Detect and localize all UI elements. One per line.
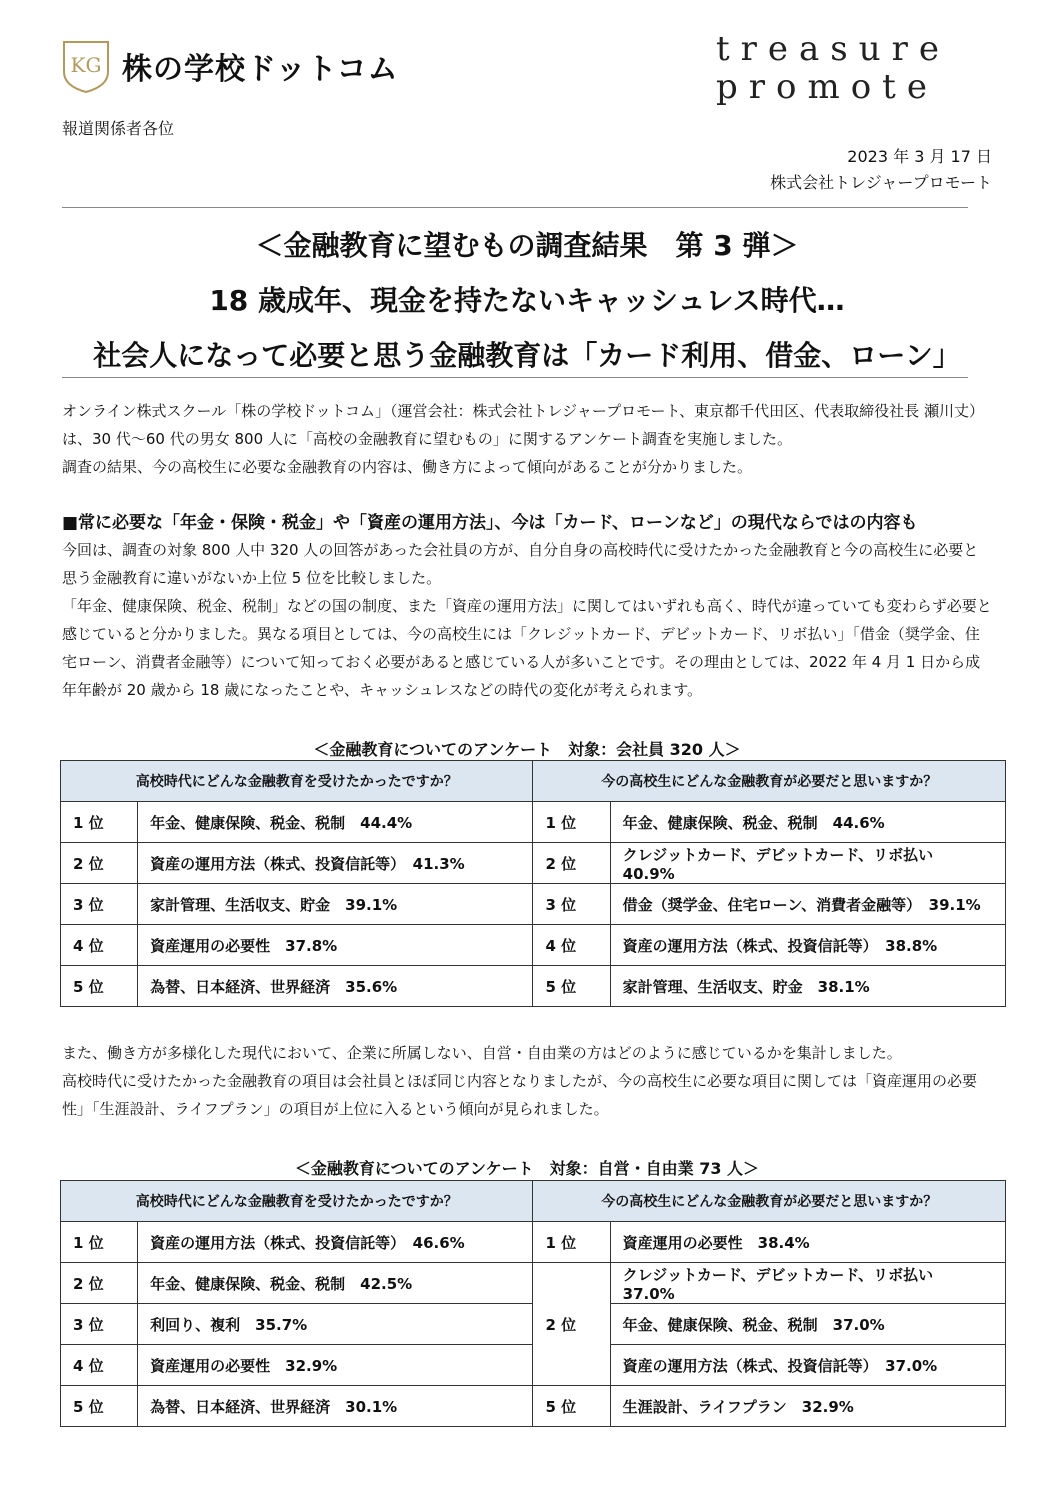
table-row — [61, 1222, 1006, 1263]
company-name: 株式会社トレジャープロモート — [770, 173, 992, 192]
left-rank: 4 位 — [61, 1345, 138, 1386]
left-item: 年金、健康保険、税金、税制 42.5% — [138, 1263, 533, 1304]
release-date: 2023 年 3 月 17 日 — [847, 147, 992, 166]
left-item: 資産の運用方法（株式、投資信託等） 41.3% — [138, 843, 533, 884]
section1-body — [62, 536, 992, 704]
right-item: クレジットカード、デビットカード、リボ払い 40.9% — [610, 843, 1005, 884]
kg-shield-icon — [58, 38, 114, 94]
section-heading: ■常に必要な「年金・保険・税金」や「資産の運用方法」、今は「カード、ローンなど」の現代ならではの内容も — [62, 513, 918, 533]
left-item: 資産の運用方法（株式、投資信託等） 46.6% — [138, 1222, 533, 1263]
left-rank: 3 位 — [61, 1304, 138, 1345]
right-item: 年金、健康保険、税金、税制 44.6% — [610, 802, 1005, 843]
table-row — [61, 884, 1006, 925]
left-item: 資産運用の必要性 32.9% — [138, 1345, 533, 1386]
right-item: 生涯設計、ライフプラン 32.9% — [610, 1386, 1005, 1427]
table1-caption: ＜金融教育についてのアンケート 対象：会社員 320 人＞ — [313, 740, 741, 759]
right-item: 資産運用の必要性 38.4% — [610, 1222, 1005, 1263]
intro-section — [62, 397, 992, 481]
table-row — [61, 802, 1006, 843]
table-header-row — [61, 761, 1006, 802]
logo-text: 株の学校ドットコム — [122, 52, 399, 87]
left-rank: 3 位 — [61, 884, 138, 925]
right-item: 家計管理、生活収支、貯金 38.1% — [610, 966, 1005, 1007]
right-rank: 5 位 — [533, 1386, 610, 1427]
intro-paragraph-2: 調査の結果、今の高校生に必要な金融教育の内容は、働き方によって傾向があることが分かりました。 — [62, 458, 753, 476]
table1-employees — [60, 760, 1006, 1007]
left-rank: 2 位 — [61, 1263, 138, 1304]
right-item: クレジットカード、デビットカード、リボ払い 37.0% — [610, 1263, 1005, 1304]
right-item: 資産の運用方法（株式、投資信託等） 37.0% — [610, 1345, 1005, 1386]
right-rank-merged: 2 位 — [533, 1263, 610, 1386]
title-line-1: ＜金融教育に望むもの調査結果 第 3 弾＞ — [255, 229, 799, 262]
section1-paragraph-1: 今回は、調査の対象 800 人中 320 人の回答があった会社員の方が、自分自身の高校時代に受けたかった金融教育と今の高校生に必要と思う金融教育に違いがないか上位 5 位を比較しました。 — [62, 541, 979, 587]
left-item: 年金、健康保険、税金、税制 44.4% — [138, 802, 533, 843]
left-rank: 1 位 — [61, 1222, 138, 1263]
left-item: 資産運用の必要性 37.8% — [138, 925, 533, 966]
brand-line-2: promote — [715, 67, 938, 107]
title-line-2: 18 歳成年、現金を持たないキャッシュレス時代… — [209, 284, 845, 317]
right-item: 借金（奨学金、住宅ローン、消費者金融等） 39.1% — [610, 884, 1005, 925]
table2-caption: ＜金融教育についてのアンケート 対象：自営・自由業 73 人＞ — [294, 1159, 760, 1178]
left-rank: 1 位 — [61, 802, 138, 843]
section2-paragraph-2: 高校時代に受けたかった金融教育の項目は会社員とほぼ同じ内容となりましたが、今の高校生に必要な項目に関しては「資産運用の必要性」「生涯設計、ライフプラン」の項目が上位に入るという傾向が見られました。 — [62, 1072, 978, 1118]
brand-line-1: treasure — [715, 29, 950, 69]
right-rank: 2 位 — [533, 843, 610, 884]
table-row — [61, 966, 1006, 1007]
right-rank: 5 位 — [533, 966, 610, 1007]
left-rank: 4 位 — [61, 925, 138, 966]
left-item: 利回り、複利 35.7% — [138, 1304, 533, 1345]
left-rank: 5 位 — [61, 1386, 138, 1427]
right-column-header: 今の高校生にどんな金融教育が必要だと思いますか？ — [533, 1181, 1006, 1222]
section2-body — [62, 1039, 992, 1123]
left-item: 家計管理、生活収支、貯金 39.1% — [138, 884, 533, 925]
company-logo — [58, 38, 399, 94]
left-rank: 5 位 — [61, 966, 138, 1007]
left-item: 為替、日本経済、世界経済 35.6% — [138, 966, 533, 1007]
svg-text:KG: KG — [70, 53, 102, 77]
section2-paragraph-1: また、働き方が多様化した現代において、企業に所属しない、自営・自由業の方はどのように感じているかを集計しました。 — [62, 1044, 902, 1062]
left-rank: 2 位 — [61, 843, 138, 884]
left-item: 為替、日本経済、世界経済 30.1% — [138, 1386, 533, 1427]
table-row — [61, 1263, 1006, 1304]
left-column-header: 高校時代にどんな金融教育を受けたかったですか？ — [61, 1181, 533, 1222]
right-column-header: 今の高校生にどんな金融教育が必要だと思いますか？ — [533, 761, 1006, 802]
intro-paragraph-1: オンライン株式スクール「株の学校ドットコム」（運営会社：株式会社トレジャープロモート、東京都千代田区、代表取締役社長 瀬川丈）は、30 代～60 代の男女 800 人に「高校の金融教育に望むもの」に関するアンケート調査を実施しました。 — [62, 402, 984, 448]
right-item: 年金、健康保険、税金、税制 37.0% — [610, 1304, 1005, 1345]
press-title — [30, 218, 1024, 383]
right-item: 資産の運用方法（株式、投資信託等） 38.8% — [610, 925, 1005, 966]
divider-title — [62, 377, 968, 378]
table2-self-employed — [60, 1180, 1006, 1427]
right-rank: 4 位 — [533, 925, 610, 966]
right-rank: 3 位 — [533, 884, 610, 925]
table-row — [61, 1386, 1006, 1427]
divider-top — [62, 207, 968, 208]
section1-paragraph-2: 「年金、健康保険、税金、税制」などの国の制度、また「資産の運用方法」に関してはいずれも高く、時代が違っていても変わらず必要と感じていると分かりました。異なる項目としては、今の高校生には「クレジットカード、デビットカード、リボ払い」「借金（奨学金、住宅ローン、消費者金融等）について知っておく必要があると感じている人が多いことです。その理由としては、2022 年 4 月 1 日から成年年齢が 20 歳から 18 歳になったことや、キャッシュレスなどの時代の変化が考えられます。 — [62, 597, 992, 699]
left-column-header: 高校時代にどんな金融教育を受けたかったですか？ — [61, 761, 533, 802]
recipients: 報道関係者各位 — [62, 119, 175, 138]
brand-logo — [716, 30, 950, 106]
table-header-row — [61, 1181, 1006, 1222]
right-rank: 1 位 — [533, 1222, 610, 1263]
title-line-3: 社会人になって必要と思う金融教育は「カード利用、借金、ローン」 — [93, 339, 961, 372]
right-rank: 1 位 — [533, 802, 610, 843]
table-row — [61, 843, 1006, 884]
table-row — [61, 925, 1006, 966]
